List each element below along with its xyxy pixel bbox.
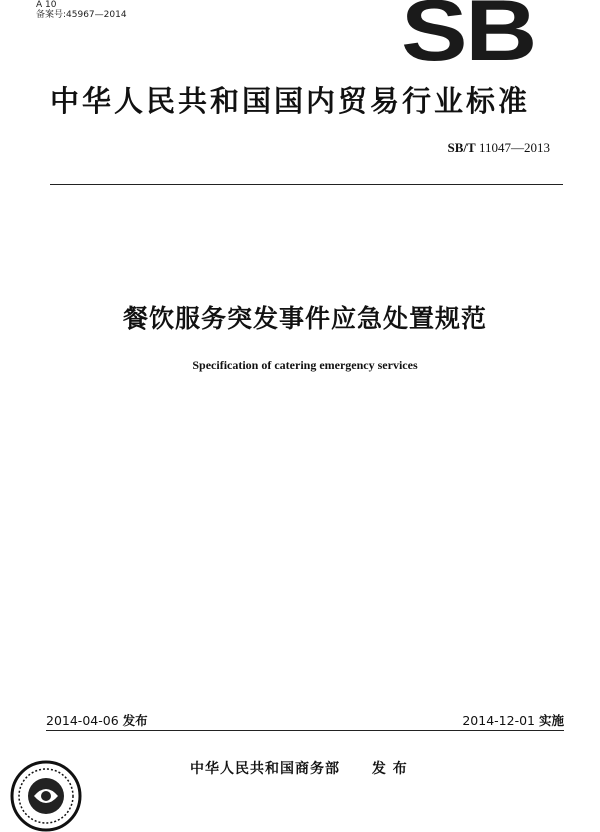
- issue-date-line: [46, 713, 148, 728]
- sb-logo: [400, 0, 536, 62]
- issue-date: 2014-04-06: [46, 713, 119, 728]
- issue-label: 发布: [122, 713, 148, 728]
- standard-title-cn: 餐饮服务突发事件应急处置规范: [122, 304, 487, 333]
- implementation-date: 2014-12-01: [462, 713, 535, 728]
- org-title: 中华人民共和国国内贸易行业标准: [50, 84, 531, 118]
- standard-title-en: Specification of catering emergency services: [192, 358, 418, 372]
- standard-code-number: 11047—2013: [478, 140, 550, 155]
- implementation-date-line: [400, 713, 564, 728]
- record-number: 备案号:45967—2014: [36, 10, 127, 20]
- classification-code: A 10: [36, 0, 57, 10]
- bottom-divider: [46, 730, 564, 731]
- issuer-line: [190, 760, 408, 778]
- standard-code-prefix: SB/T: [447, 140, 476, 155]
- sb-logo-text: SB: [401, 0, 535, 62]
- issuer-publish-label: 发 布: [371, 761, 408, 777]
- top-divider: [50, 184, 563, 185]
- standard-number: [380, 140, 550, 156]
- implementation-label: 实施: [538, 713, 564, 728]
- issuer-name: 中华人民共和国商务部: [190, 761, 340, 777]
- official-seal-icon: [10, 760, 82, 832]
